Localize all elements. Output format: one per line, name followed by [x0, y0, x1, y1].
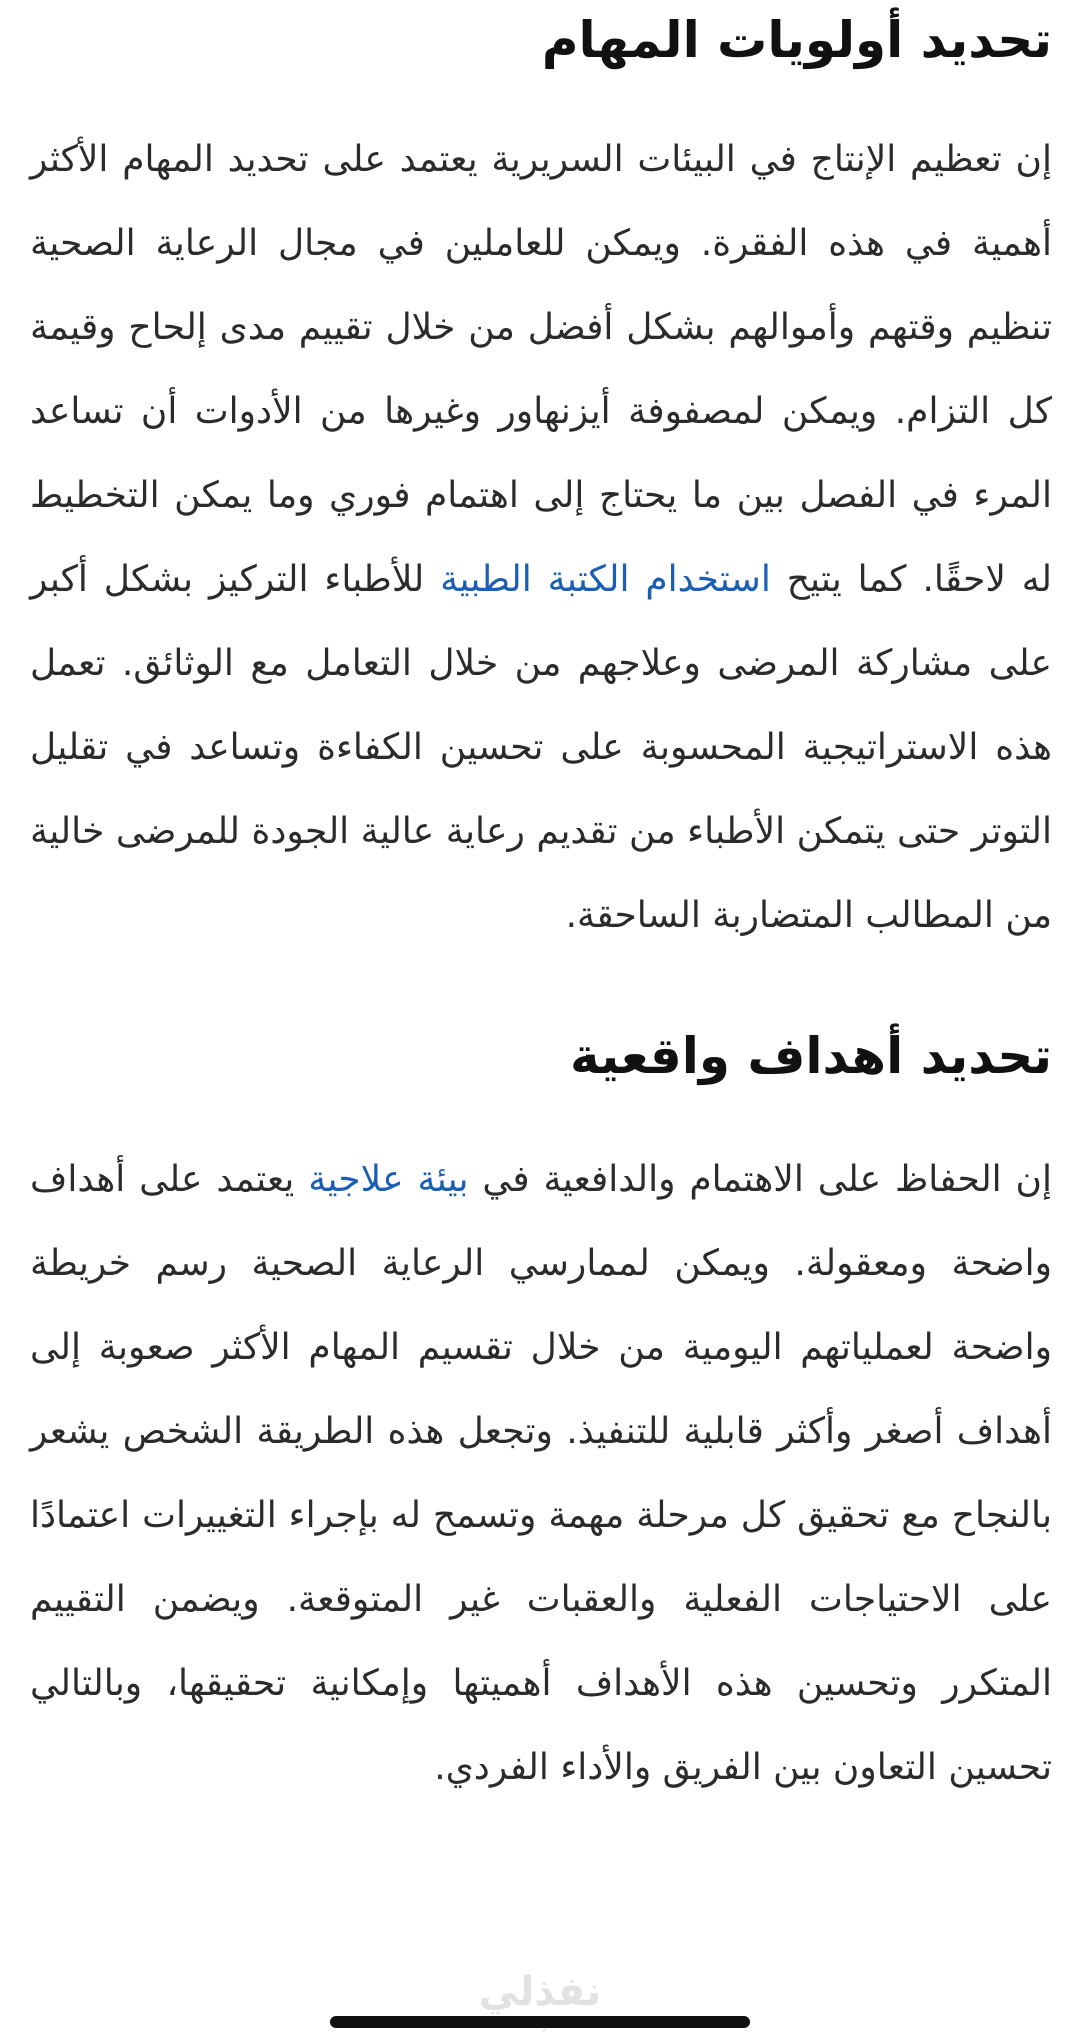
section-heading-priorities: تحديد أولويات المهام [541, 11, 1052, 69]
paragraph-text: إن تعظيم الإنتاج في البيئات السريرية يعتمد على تحديد المهام الأكثر أهمية في هذه الفقرة. ويمكن للعاملين في مجال الرعاية الصحية تنظيم وقتهم وأموالهم بشكل أفضل من خلال تقييم مدى إلحاح وقيمة كل التزام. ويمكن لمصفوفة أيزنهاور وغيرها من الأدوات أن تساعد المرء في الفصل بين ما يحتاج إلى اهتمام فوري وما يمكن التخطيط له لاحقًا. كما يتيح [30, 139, 1053, 600]
section-paragraph-goals [30, 1138, 1052, 1810]
medical-scribes-link[interactable]: استخدام الكتبة الطبية [440, 559, 771, 600]
paragraph-text: يعتمد على أهداف واضحة ومعقولة. ويمكن لممارسي الرعاية الصحية رسم خريطة واضحة لعملياتهم اليومية من خلال تقسيم المهام الأكثر صعوبة إلى أهداف أصغر وأكثر قابلية للتنفيذ. وتجعل هذه الطريقة الشخص يشعر بالنجاح مع تحقيق كل مرحلة مهمة وتسمح له بإجراء التغييرات اعتمادًا على الاحتياجات الفعلية والعقبات غير المتوقعة. ويضمن التقييم المتكرر وتحسين هذه الأهداف أهميتها وإمكانية تحقيقها، وبالتالي تحسين التعاون بين الفريق والأداء الفردي. [30, 1159, 1052, 1788]
section-heading-goals: تحديد أهداف واقعية [570, 1027, 1052, 1085]
article-body [30, 0, 1052, 1810]
paragraph-text: إن الحفاظ على الاهتمام والدافعية في [468, 1159, 1052, 1200]
home-indicator[interactable] [330, 2016, 750, 2028]
watermark-brand: نفذلي [478, 1969, 602, 2015]
therapeutic-environment-link[interactable]: بيئة علاجية [308, 1159, 469, 1200]
section-paragraph-priorities [30, 118, 1052, 958]
paragraph-text: للأطباء التركيز بشكل أكبر على مشاركة المرضى وعلاجهم من خلال التعامل مع الوثائق. تعمل هذه الاستراتيجية المحسوبة على تحسين الكفاءة وتساعد في تقليل التوتر حتى يتمكن الأطباء من تقديم رعاية عالية الجودة للمرضى خالية من المطالب المتضاربة الساحقة. [30, 559, 1052, 936]
